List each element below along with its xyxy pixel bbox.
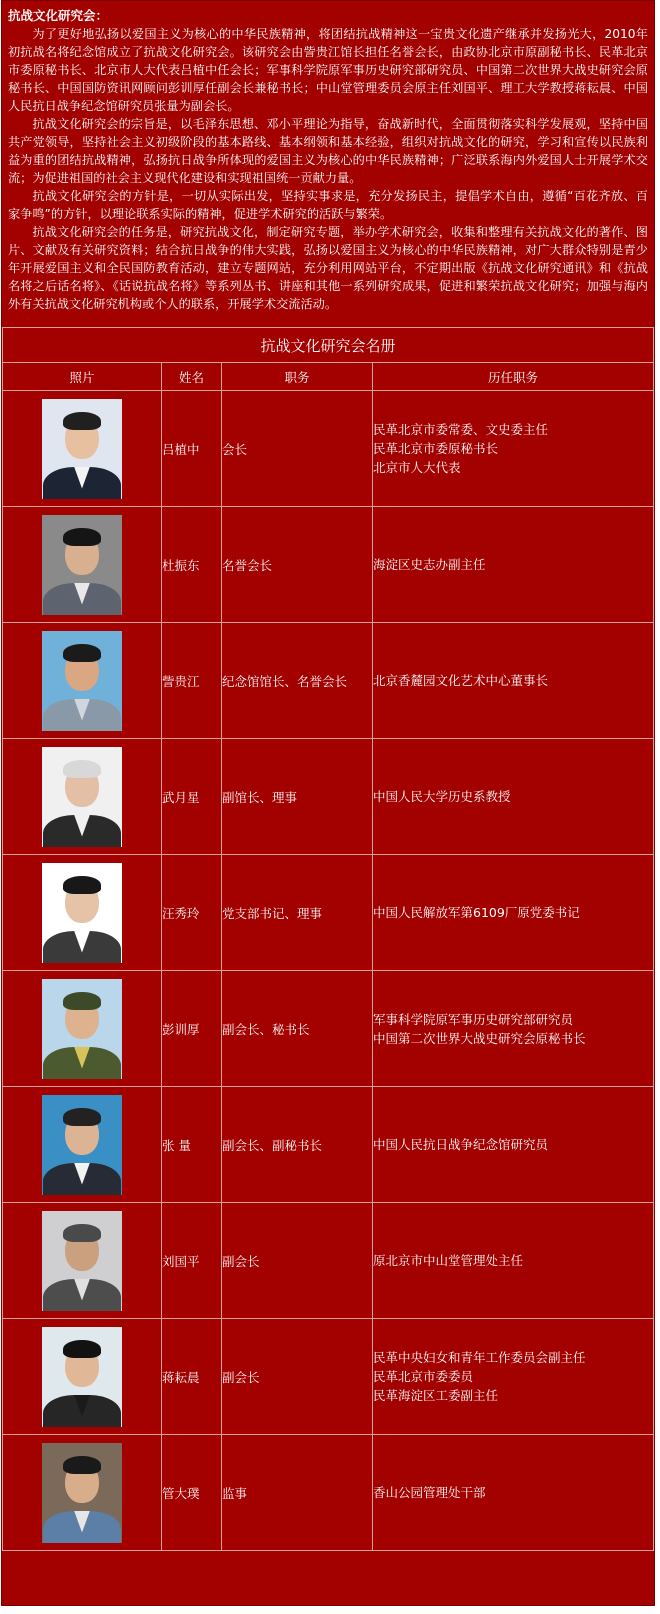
history-line: 北京市人大代表	[373, 460, 461, 475]
member-history	[373, 1087, 654, 1203]
member-history	[373, 623, 654, 739]
member-history	[373, 391, 654, 507]
history-line: 中国人民解放军第6109厂原党委书记	[373, 905, 580, 920]
member-history	[373, 855, 654, 971]
intro-paragraph: 抗战文化研究会的方针是，一切从实际出发，坚持实事求是，充分发扬民主，提倡学术自由，遵循“百花齐放、百家争鸣”的方针，以理论联系实际的精神，促进学术研究的活跃与繁荣。	[8, 189, 648, 221]
table-row	[3, 855, 654, 971]
member-role: 副会长、秘书长	[222, 971, 373, 1087]
history-line: 香山公园管理处干部	[373, 1485, 486, 1500]
member-role: 名誉会长	[222, 507, 373, 623]
photo-cell	[3, 623, 162, 739]
member-photo	[42, 515, 122, 615]
member-history	[373, 739, 654, 855]
history-line: 北京香麓园文化艺术中心董事长	[373, 673, 549, 688]
roster-title: 抗战文化研究会名册	[3, 328, 654, 363]
table-row	[3, 1319, 654, 1435]
table-row	[3, 1087, 654, 1203]
member-photo	[42, 1211, 122, 1311]
member-history	[373, 1203, 654, 1319]
member-history	[373, 1435, 654, 1551]
member-role: 副会长	[222, 1203, 373, 1319]
intro-section	[2, 1, 654, 327]
photo-cell	[3, 855, 162, 971]
member-role: 会长	[222, 391, 373, 507]
history-line: 中国人民抗日战争纪念馆研究员	[373, 1137, 549, 1152]
photo-cell	[3, 1203, 162, 1319]
intro-title: 抗战文化研究会：	[8, 8, 109, 23]
member-photo	[42, 747, 122, 847]
history-line: 海淀区史志办副主任	[373, 557, 486, 572]
member-name: 吕植中	[162, 391, 222, 507]
history-line: 民革北京市委常委、文史委主任	[373, 422, 549, 437]
table-row	[3, 739, 654, 855]
table-row	[3, 971, 654, 1087]
member-photo	[42, 863, 122, 963]
history-line: 民革北京市委委员	[373, 1369, 474, 1384]
intro-paragraph: 抗战文化研究会的宗旨是，以毛泽东思想、邓小平理论为指导，奋战新时代，全面贯彻落实科学发展观，坚持中国共产党领导，坚持社会主义初级阶段的基本路线、基本纲领和基本经验，组织对抗战文化的研究，学习和宣传以民族利益为重的团结抗战精神，弘扬抗日战争所体现的爱国主义为核心的中华民族精神；广泛联系海内外爱国人士开展学术交流；为促进祖国的社会主义现代化建设和实现祖国统一贡献力量。	[8, 117, 648, 185]
member-photo	[42, 631, 122, 731]
history-line: 民革北京市委原秘书长	[373, 441, 499, 456]
history-line: 民革中央妇女和青年工作委员会副主任	[373, 1350, 586, 1365]
table-row	[3, 391, 654, 507]
member-name: 彭训厚	[162, 971, 222, 1087]
column-header-role: 职务	[222, 363, 373, 391]
photo-cell	[3, 739, 162, 855]
table-row	[3, 1435, 654, 1551]
photo-cell	[3, 391, 162, 507]
photo-cell	[3, 507, 162, 623]
column-header-history: 历任职务	[373, 363, 654, 391]
member-photo	[42, 1095, 122, 1195]
member-name: 蒋耘晨	[162, 1319, 222, 1435]
member-name: 刘国平	[162, 1203, 222, 1319]
history-line: 民革海淀区工委副主任	[373, 1388, 499, 1403]
history-line: 中国第二次世界大战史研究会原秘书长	[373, 1030, 586, 1046]
photo-cell	[3, 1435, 162, 1551]
member-name: 管大璞	[162, 1435, 222, 1551]
member-history	[373, 971, 654, 1087]
member-history	[373, 507, 654, 623]
history-line: 中国人民大学历史系教授	[373, 789, 511, 804]
table-row	[3, 623, 654, 739]
table-row	[3, 1203, 654, 1319]
roster-body	[3, 391, 654, 1551]
member-role: 监事	[222, 1435, 373, 1551]
member-name: 杜振东	[162, 507, 222, 623]
member-photo	[42, 399, 122, 499]
column-header-name: 姓名	[162, 363, 222, 391]
member-photo	[42, 979, 122, 1079]
member-name: 訾贵江	[162, 623, 222, 739]
table-row	[3, 507, 654, 623]
intro-paragraph: 为了更好地弘扬以爱国主义为核心的中华民族精神，将团结抗战精神这一宝贵文化遗产继承并发扬光大，2010年初抗战名将纪念馆成立了抗战文化研究会。该研究会由訾贵江馆长担任名誉会长，由政协北京市原副秘书长、民革北京市委原秘书长、北京市人大代表吕植中任会长；军事科学院原军事历史研究部研究员、中国第二次世界大战史研究会原秘书长、中国国防资讯网顾问彭训厚任副会长兼秘书长；中山堂管理委员会原主任刘国平、理工大学教授蒋耘晨、中国人民抗日战争纪念馆研究员张量为副会长。	[8, 27, 648, 113]
photo-cell	[3, 971, 162, 1087]
history-line: 原北京市中山堂管理处主任	[373, 1253, 524, 1268]
member-role: 副会长	[222, 1319, 373, 1435]
member-role: 副会长、副秘书长	[222, 1087, 373, 1203]
member-role: 纪念馆馆长、名誉会长	[222, 623, 373, 739]
member-role: 党支部书记、理事	[222, 855, 373, 971]
member-role: 副馆长、理事	[222, 739, 373, 855]
member-name: 武月星	[162, 739, 222, 855]
member-name: 张 量	[162, 1087, 222, 1203]
column-header-photo: 照片	[3, 363, 162, 391]
roster-table	[2, 327, 654, 1551]
photo-cell	[3, 1319, 162, 1435]
intro-paragraph: 抗战文化研究会的任务是，研究抗战文化，制定研究专题，举办学术研究会，收集和整理有关抗战文化的著作、图片、文献及有关研究资料；结合抗日战争的伟大实践，弘扬以爱国主义为核心的中华民族精神，对广大群众特别是青少年开展爱国主义和全民国防教育活动，建立专题网站，充分利用网站平台，不定期出版《抗战文化研究通讯》和《抗战名将之后话名将》、《话说抗战名将》等系列丛书、讲座和其他一系列研究成果，促进和繁荣抗战文化研究；加强与海内外有关抗战文化研究机构或个人的联系，开展学术交流活动。	[8, 225, 648, 311]
history-line: 军事科学院原军事历史研究部研究员	[373, 1011, 574, 1027]
page	[1, 0, 655, 1606]
member-photo	[42, 1327, 122, 1427]
member-name: 汪秀玲	[162, 855, 222, 971]
photo-cell	[3, 1087, 162, 1203]
member-history	[373, 1319, 654, 1435]
member-photo	[42, 1443, 122, 1543]
